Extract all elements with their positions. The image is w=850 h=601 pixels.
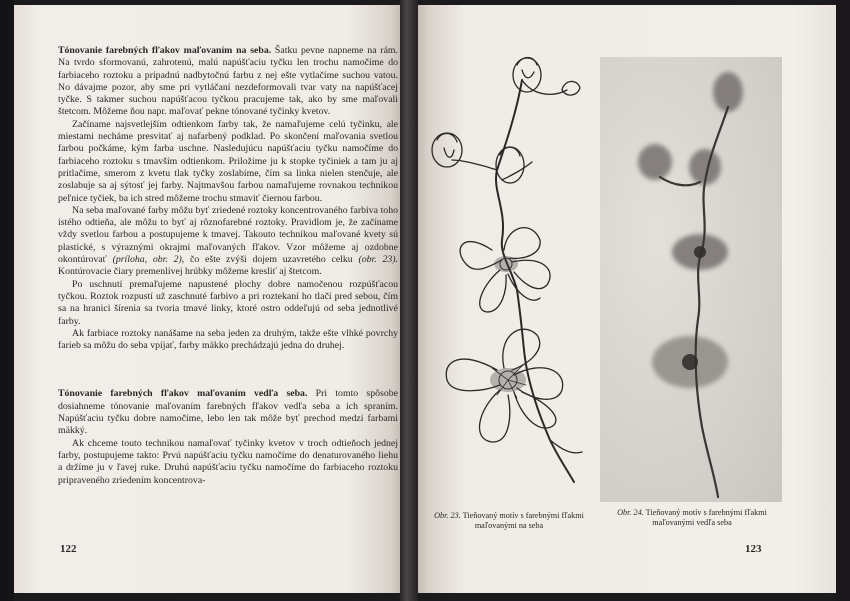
figure-23-caption-text: Tieňovaný motív s farebnými fľakmi maľovanými na seba bbox=[462, 511, 584, 530]
ref-fig-23: (obr. 23). bbox=[358, 254, 398, 266]
figure-24-label: Obr. 24. bbox=[617, 508, 644, 517]
figure-24-photo bbox=[600, 57, 782, 502]
book-edge-left bbox=[0, 0, 14, 601]
figure-23-drawing bbox=[422, 50, 597, 500]
left-page bbox=[14, 5, 406, 593]
figure-24-caption-text: Tieňovaný motív s farebnými fľakmi maľovanými vedľa seba bbox=[645, 508, 767, 527]
section1-paragraph-5: Ak farbiace roztoky nanášame na seba jeden za druhým, takže ešte vlhké povrchy farieb sa môžu do seba vpíjať, farby mäkko prechádzajú jedna do druhej. bbox=[58, 327, 398, 352]
section1-paragraph-2: Začíname najsvetlejším odtienkom farby tak, že namaľujeme celú tyčinku, ale miestami necháme presvitať aj nafarbený podklad. Po skončení maľovania svetlou farbou počkáme, kým farba uschne. Nasledujúcu napúšťaciu tyčku namočíme do farbiaceho roztoku s tmavším odtienkom. Priložíme ju k stopke tyčiniek a tam ju aj pritlačíme, smerom z kvetu tlak tyčky zoslabíme, čím sa linka nielen stenčuje, ale zoslabuje sa aj sýtosť jej farby. Najtmavšou farbou namaľujeme rovnakou technikou peľnice tyčiek, ba ich stred môžeme trochu stmaviť čiernou farbou. bbox=[58, 118, 398, 204]
right-page bbox=[412, 5, 836, 593]
ref-appendix: (príloha, obr. 2), bbox=[112, 254, 185, 266]
section1-p1-text: Šatku pevne napneme na rám. Na tvrdo sformovanú, zahrotenú, malú napúšťaciu tyčku len trochu namočíme do farbiaceho roztoku a prípadnú nadbytočnú farbu z nej ešte vytlačíme suchou vatou. No dávajme pozor, aby sme pri vytláčaní nezdeformovali tvar vaty na napúšťacej tyčke. S takmer suchou napúšťacou tyčkou pracujeme tak, ako by sme maľovali štetcom. Môžeme ňou napr. maľovať pekne tónované tyčinky kvetov. bbox=[58, 45, 398, 118]
page-number-left: 122 bbox=[60, 543, 77, 555]
figure-23-label: Obr. 23. bbox=[434, 511, 461, 520]
figure-24-painting bbox=[600, 57, 782, 502]
section1-paragraph-3 bbox=[58, 205, 398, 279]
book-edge-right bbox=[836, 0, 850, 601]
section1-heading: Tónovanie farebných fľakov maľovaním na seba. bbox=[58, 45, 272, 56]
section1-paragraph-4: Po uschnutí premaľujeme napustené plochy dobre namočenou rozpúšťacou tyčkou. Roztok rozpustí už zaschnuté farbivo a pri roztekaní ho tlačí pred sebou, čím sa na hranici šírenia sa tvoria tmavé linky, ktoré ostro oddeľujú od seba jednotlivé farby. bbox=[58, 278, 398, 327]
section1-paragraph-1 bbox=[58, 45, 398, 119]
section2-heading: Tónovanie farebných fľakov maľovaním vedľa seba. bbox=[58, 388, 308, 400]
section1-p3-text-b: čo ešte zvýši dojem uzavretého celku bbox=[184, 254, 359, 266]
section1-p3-text-a: Na seba maľované farby môžu byť zriedené roztoky koncentrovaného farbiva toho istého odtieňa, ale môžu to byť aj rôznofarebné roztoky. Pravidlom je, že začíname vždy svetlou farbou a postupujeme k tmavej. Takouto technikou maľované kvety sú plastické, s výraznými okrajmi maľovaných fľakov. Vzor môžeme aj ozdobne okontúrovať bbox=[58, 204, 398, 266]
section1-p3-text-c: Kontúrovacie čiary premenlivej hrúbky môžeme kresliť aj štetcom. bbox=[58, 266, 322, 278]
left-text-column bbox=[58, 45, 398, 487]
section2-paragraph-1 bbox=[58, 388, 398, 437]
book-gutter bbox=[400, 0, 418, 601]
figure-23-caption bbox=[424, 511, 594, 531]
section2-paragraph-2: Ak chceme touto technikou namaľovať tyčinky kvetov v troch odtieňoch jednej farby, postupujeme takto: Prvú napúšťaciu tyčku namočíme do denaturovaného liehu a držíme ju v ľavej ruke. Druhú napúšťaciu tyčku namočíme do farbiaceho roztoku pripraveného zriedením koncentrova- bbox=[58, 437, 398, 486]
section2-p1-text: Pri tomto spôsobe dosiahneme tónovanie maľovaním farebných fľakov vedľa seba a ich spraním. Napúšťaciu tyčku dobre namočíme, lebo len tak môže byť prechod medzi farbami mäkký. bbox=[58, 388, 398, 437]
page-number-right: 123 bbox=[745, 543, 762, 555]
figure-24-caption bbox=[602, 508, 782, 528]
